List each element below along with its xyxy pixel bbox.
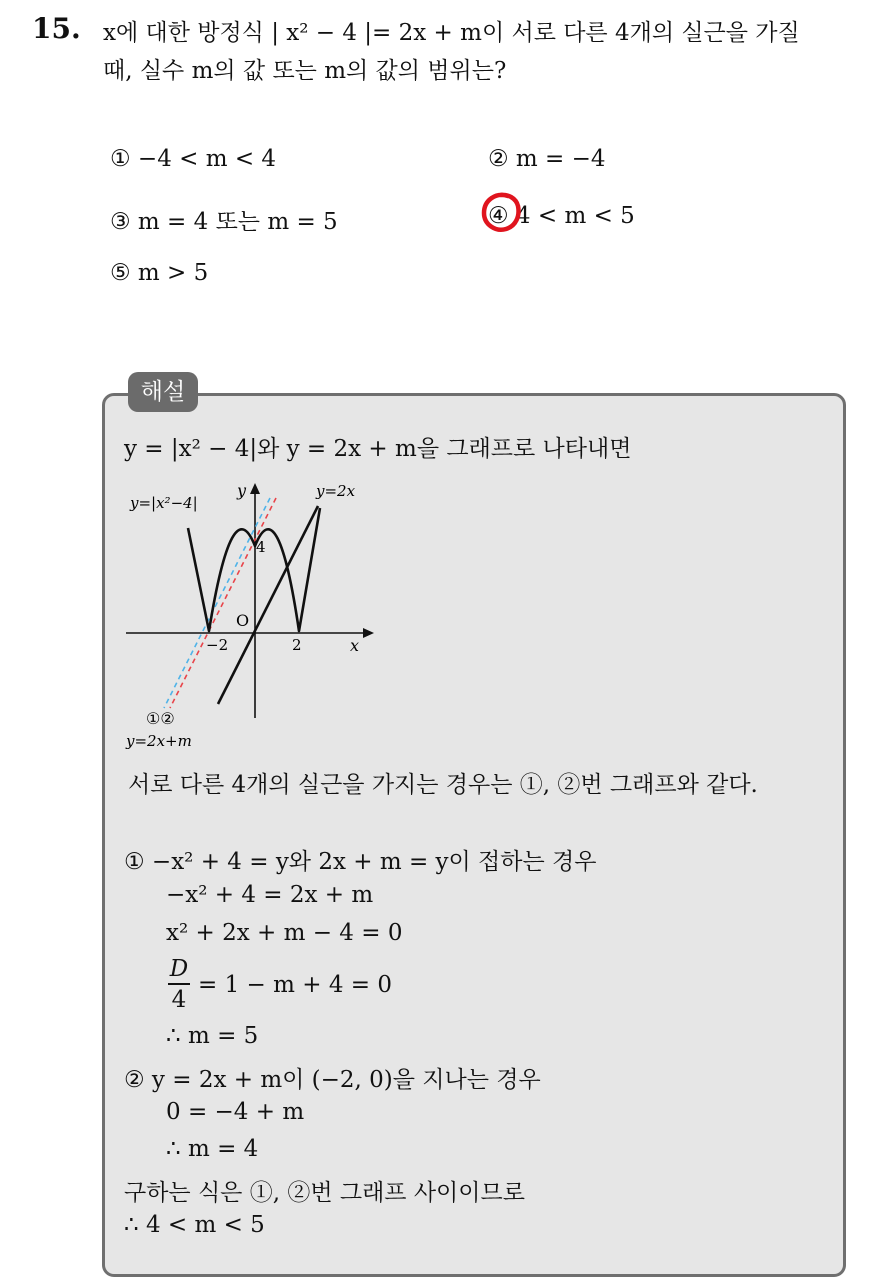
case1-eq3: = 1 − m + 4 = 0: [198, 972, 392, 998]
final-answer: ∴ 4 < m < 5: [124, 1212, 265, 1238]
case-markers: ①②: [146, 709, 175, 728]
y-axis-arrow: [250, 483, 260, 494]
discriminant-fraction: [168, 955, 190, 1015]
solution-tab: 해설: [128, 372, 198, 412]
label-neg2: −2: [206, 636, 229, 654]
option-4[interactable]: ④ 4 < m < 5: [488, 203, 635, 229]
case1-result: ∴ m = 5: [166, 1023, 259, 1049]
fraction-denominator: 4: [171, 987, 187, 1013]
solution-summary: 서로 다른 4개의 실근을 가지는 경우는 ①, ②번 그래프와 같다.: [128, 772, 758, 798]
answer-circle-mark: [478, 190, 524, 236]
case2-title: ② y = 2x + m이 (−2, 0)을 지나는 경우: [124, 1067, 541, 1093]
curve-label: y=|x²−4|: [130, 494, 198, 512]
question-line-2: 때, 실수 m의 값 또는 m의 값의 범위는?: [103, 58, 507, 84]
conclusion: 구하는 식은 ①, ②번 그래프 사이이므로: [124, 1180, 525, 1206]
label-4: 4: [256, 538, 266, 556]
x-axis-label: x: [350, 636, 360, 655]
option-5[interactable]: ⑤ m > 5: [110, 260, 209, 286]
case1-eq2: x² + 2x + m − 4 = 0: [166, 920, 403, 946]
label-2: 2: [292, 636, 302, 654]
x-axis-arrow: [363, 628, 374, 638]
line-case1: [164, 498, 270, 708]
solution-intro: y = |x² − 4|와 y = 2x + m을 그래프로 나타내면: [124, 436, 632, 462]
question-line-1: x에 대한 방정식 | x² − 4 |= 2x + m이 서로 다른 4개의 실근을 가질: [103, 20, 800, 46]
option-3[interactable]: ③ m = 4 또는 m = 5: [110, 209, 338, 235]
case1-eq1: −x² + 4 = 2x + m: [166, 882, 374, 908]
case2-result: ∴ m = 4: [166, 1136, 259, 1162]
line-case2: [170, 498, 276, 708]
option-2[interactable]: ② m = −4: [488, 146, 606, 172]
case1-title: ① −x² + 4 = y와 2x + m = y이 접하는 경우: [124, 849, 597, 875]
function-graph: [120, 478, 380, 758]
abs-parabola-curve: [188, 508, 320, 631]
option-1[interactable]: ① −4 < m < 4: [110, 146, 277, 172]
question-text: [103, 14, 873, 90]
origin-label: O: [236, 611, 250, 630]
y-axis-label: y: [237, 481, 247, 500]
case2-eq1: 0 = −4 + m: [166, 1099, 305, 1125]
family-label: y=2x+m: [126, 732, 192, 750]
fraction-numerator: D: [168, 955, 190, 985]
question-number: 15.: [32, 12, 81, 45]
line-label: y=2x: [316, 482, 356, 500]
